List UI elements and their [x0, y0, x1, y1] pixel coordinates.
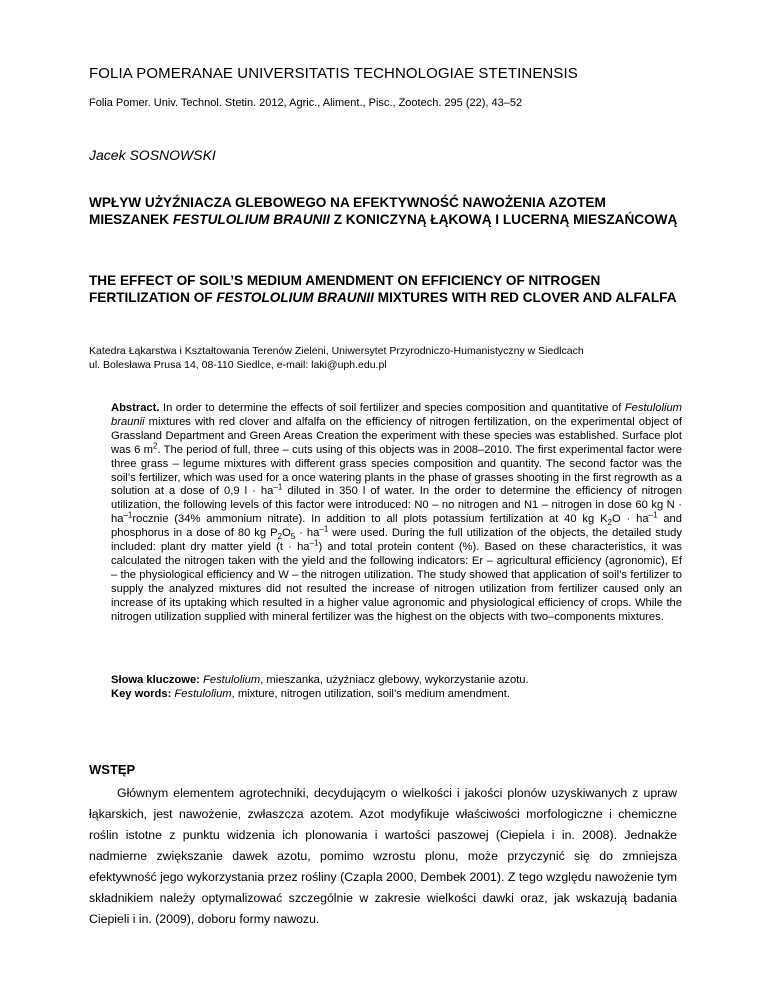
citation-line: Folia Pomer. Univ. Technol. Stetin. 2012, Agric., Aliment., Pisc., Zootech. 295 (22), 43–52: [89, 97, 523, 109]
abstract-species: Festulolium braunii: [111, 402, 682, 428]
keywords-pl-species: Festulolium: [203, 674, 261, 686]
superscript: –1: [273, 482, 283, 492]
affiliation: [89, 344, 699, 372]
abstract-text: ) and total protein content (%). Based on these characteristics, it was calculated the nitrogen taken with the yield and the following indicators: Er – agricultural efficiency (agronomic), Ef – the physiological efficiency and W – the nitrogen utilization. The study showed that application of soil’s fertilizer to supply the analyzed mixtures did not resulted the increase of nitrogen utilization from fertilizer caused only an increase of its uptaking which resulted in a higher value agronomic and physiological efficiency of crops. While the nitrogen utilization supplied with mineral fertilizer was the highest on the objects with two–components mixtures.: [111, 541, 683, 623]
keywords-en-species: Festulolium: [174, 688, 232, 700]
abstract-text: were used. During the full utilization of the objects, the detailed study included: plant dry matter yield (t · ha: [111, 527, 682, 554]
subscript: 2: [607, 518, 613, 528]
abstract-text: and phosphorus in a dose of 80 kg P: [111, 513, 682, 540]
abstract-text: mixtures with red clover and alfalfa on the efficiency of nitrogen fertilization, on the experimental object of Grassland Department and Green Areas Creation the experiment with these species was established. Surface plot was 6 m: [111, 415, 682, 456]
title-en-part1: THE EFFECT OF SOIL’S MEDIUM AMENDMENT ON EFFICIENCY OF NITROGEN FERTILIZATION OF: [89, 273, 601, 305]
superscript: –1: [648, 510, 658, 520]
keywords-en-text: , mixture, nitrogen utilization, soil’s medium amendment.: [231, 688, 510, 700]
abstract-text: · ha: [295, 527, 320, 540]
keywords-english: [111, 687, 711, 701]
title-pl-part2: Z KONICZYNĄ ŁĄKOWĄ I LUCERNĄ MIESZAŃCOWĄ: [329, 212, 678, 227]
keywords-polish: [111, 673, 711, 687]
journal-name: FOLIA POMERANAE UNIVERSITATIS TECHNOLOGIAE STETINENSIS: [89, 65, 578, 82]
abstract-text: In order to determine the effects of soil fertilizer and species composition and quantitative of: [159, 402, 625, 414]
keywords-en-label: Key words:: [111, 688, 172, 700]
affiliation-line-1: Katedra Łąkarstwa i Kształtowania Terenów Zieleni, Uniwersytet Przyrodniczo-Humanistyczny w Siedlcach: [89, 345, 584, 357]
body-paragraph: [89, 783, 677, 930]
title-english: [89, 272, 689, 306]
subscript: 5: [290, 532, 296, 542]
title-pl-part1: WPŁYW UŻYŹNIACZA GLEBOWEGO NA EFEKTYWNOŚĆ NAWOŻENIA AZOTEM MIESZANEK: [89, 195, 606, 227]
title-polish: [89, 194, 689, 228]
abstract: [111, 402, 682, 625]
superscript: –1: [309, 538, 319, 548]
title-pl-species: FESTULOLIUM BRAUNII: [172, 212, 330, 227]
abstract-text: . The period of full, three – cuts using of this objects was in 2008–2010. The first experimental factor were three grass – legume mixtures with different grass species composition and quantity. The second factor was the soil’s fertilizer, which was used for a once watering plants in the phase of grasses shooting in the first regrowth as a solution at a dose of 0,9 l · ha: [111, 443, 682, 498]
abstract-text: O · ha: [612, 513, 649, 526]
abstract-text: O: [282, 527, 291, 540]
abstract-label: Abstract.: [111, 402, 160, 414]
keywords-pl-label: Słowa kluczowe:: [111, 674, 200, 686]
affiliation-line-2: ul. Bolesława Prusa 14, 08-110 Siedlce, e-mail: laki@uph.edu.pl: [89, 359, 387, 371]
superscript: –1: [123, 510, 133, 520]
superscript: 2: [153, 440, 158, 450]
body-text: Głównym elementem agrotechniki, decydującym o wielkości i jakości plonów uzyskiwanych z upraw łąkarskich, jest nawożenie, zwłaszcza azotem. Azot modyfikuje właściwości morfologiczne i chemiczne roślin istotne z punktu widzenia ich plonowania i wartości paszowej (Ciepiela i in. 2008). Jednakże nadmierne zwiększanie dawek azotu, pomimo wzrostu plonu, może przyczynić się do zmniejsza efektywność jego wykorzystania przez rośliny (Czapla 2000, Dembek 2001). Z tego względu nawożenie tym składnikiem należy optymalizować szczególnie w zakresie wielkości dawki oraz, jak wskazują badania Ciepieli i in. (2009), doboru formy nawozu.: [89, 786, 677, 926]
section-heading: WSTĘP: [89, 762, 136, 777]
abstract-text: rocznie (34% ammonium nitrate). In addition to all plots potassium fertilization at 40 kg K: [132, 513, 608, 526]
author-name: Jacek SOSNOWSKI: [89, 147, 216, 163]
keywords-pl-text: , mieszanka, użyźniacz glebowy, wykorzystanie azotu.: [260, 674, 529, 686]
title-en-part2: MIXTURES WITH RED CLOVER AND ALFALFA: [373, 290, 677, 305]
superscript: –1: [319, 524, 329, 534]
subscript: 2: [277, 532, 283, 542]
title-en-species: FESTOLOLIUM BRAUNII: [216, 290, 374, 305]
abstract-text: diluted in 350 l of water. In the order to determine the efficiency of nitrogen utilization, the following levels of this factor were introduced: N0 – no nitrogen and N1 – nitrogen in dose 60 kg N · ha: [111, 485, 683, 526]
